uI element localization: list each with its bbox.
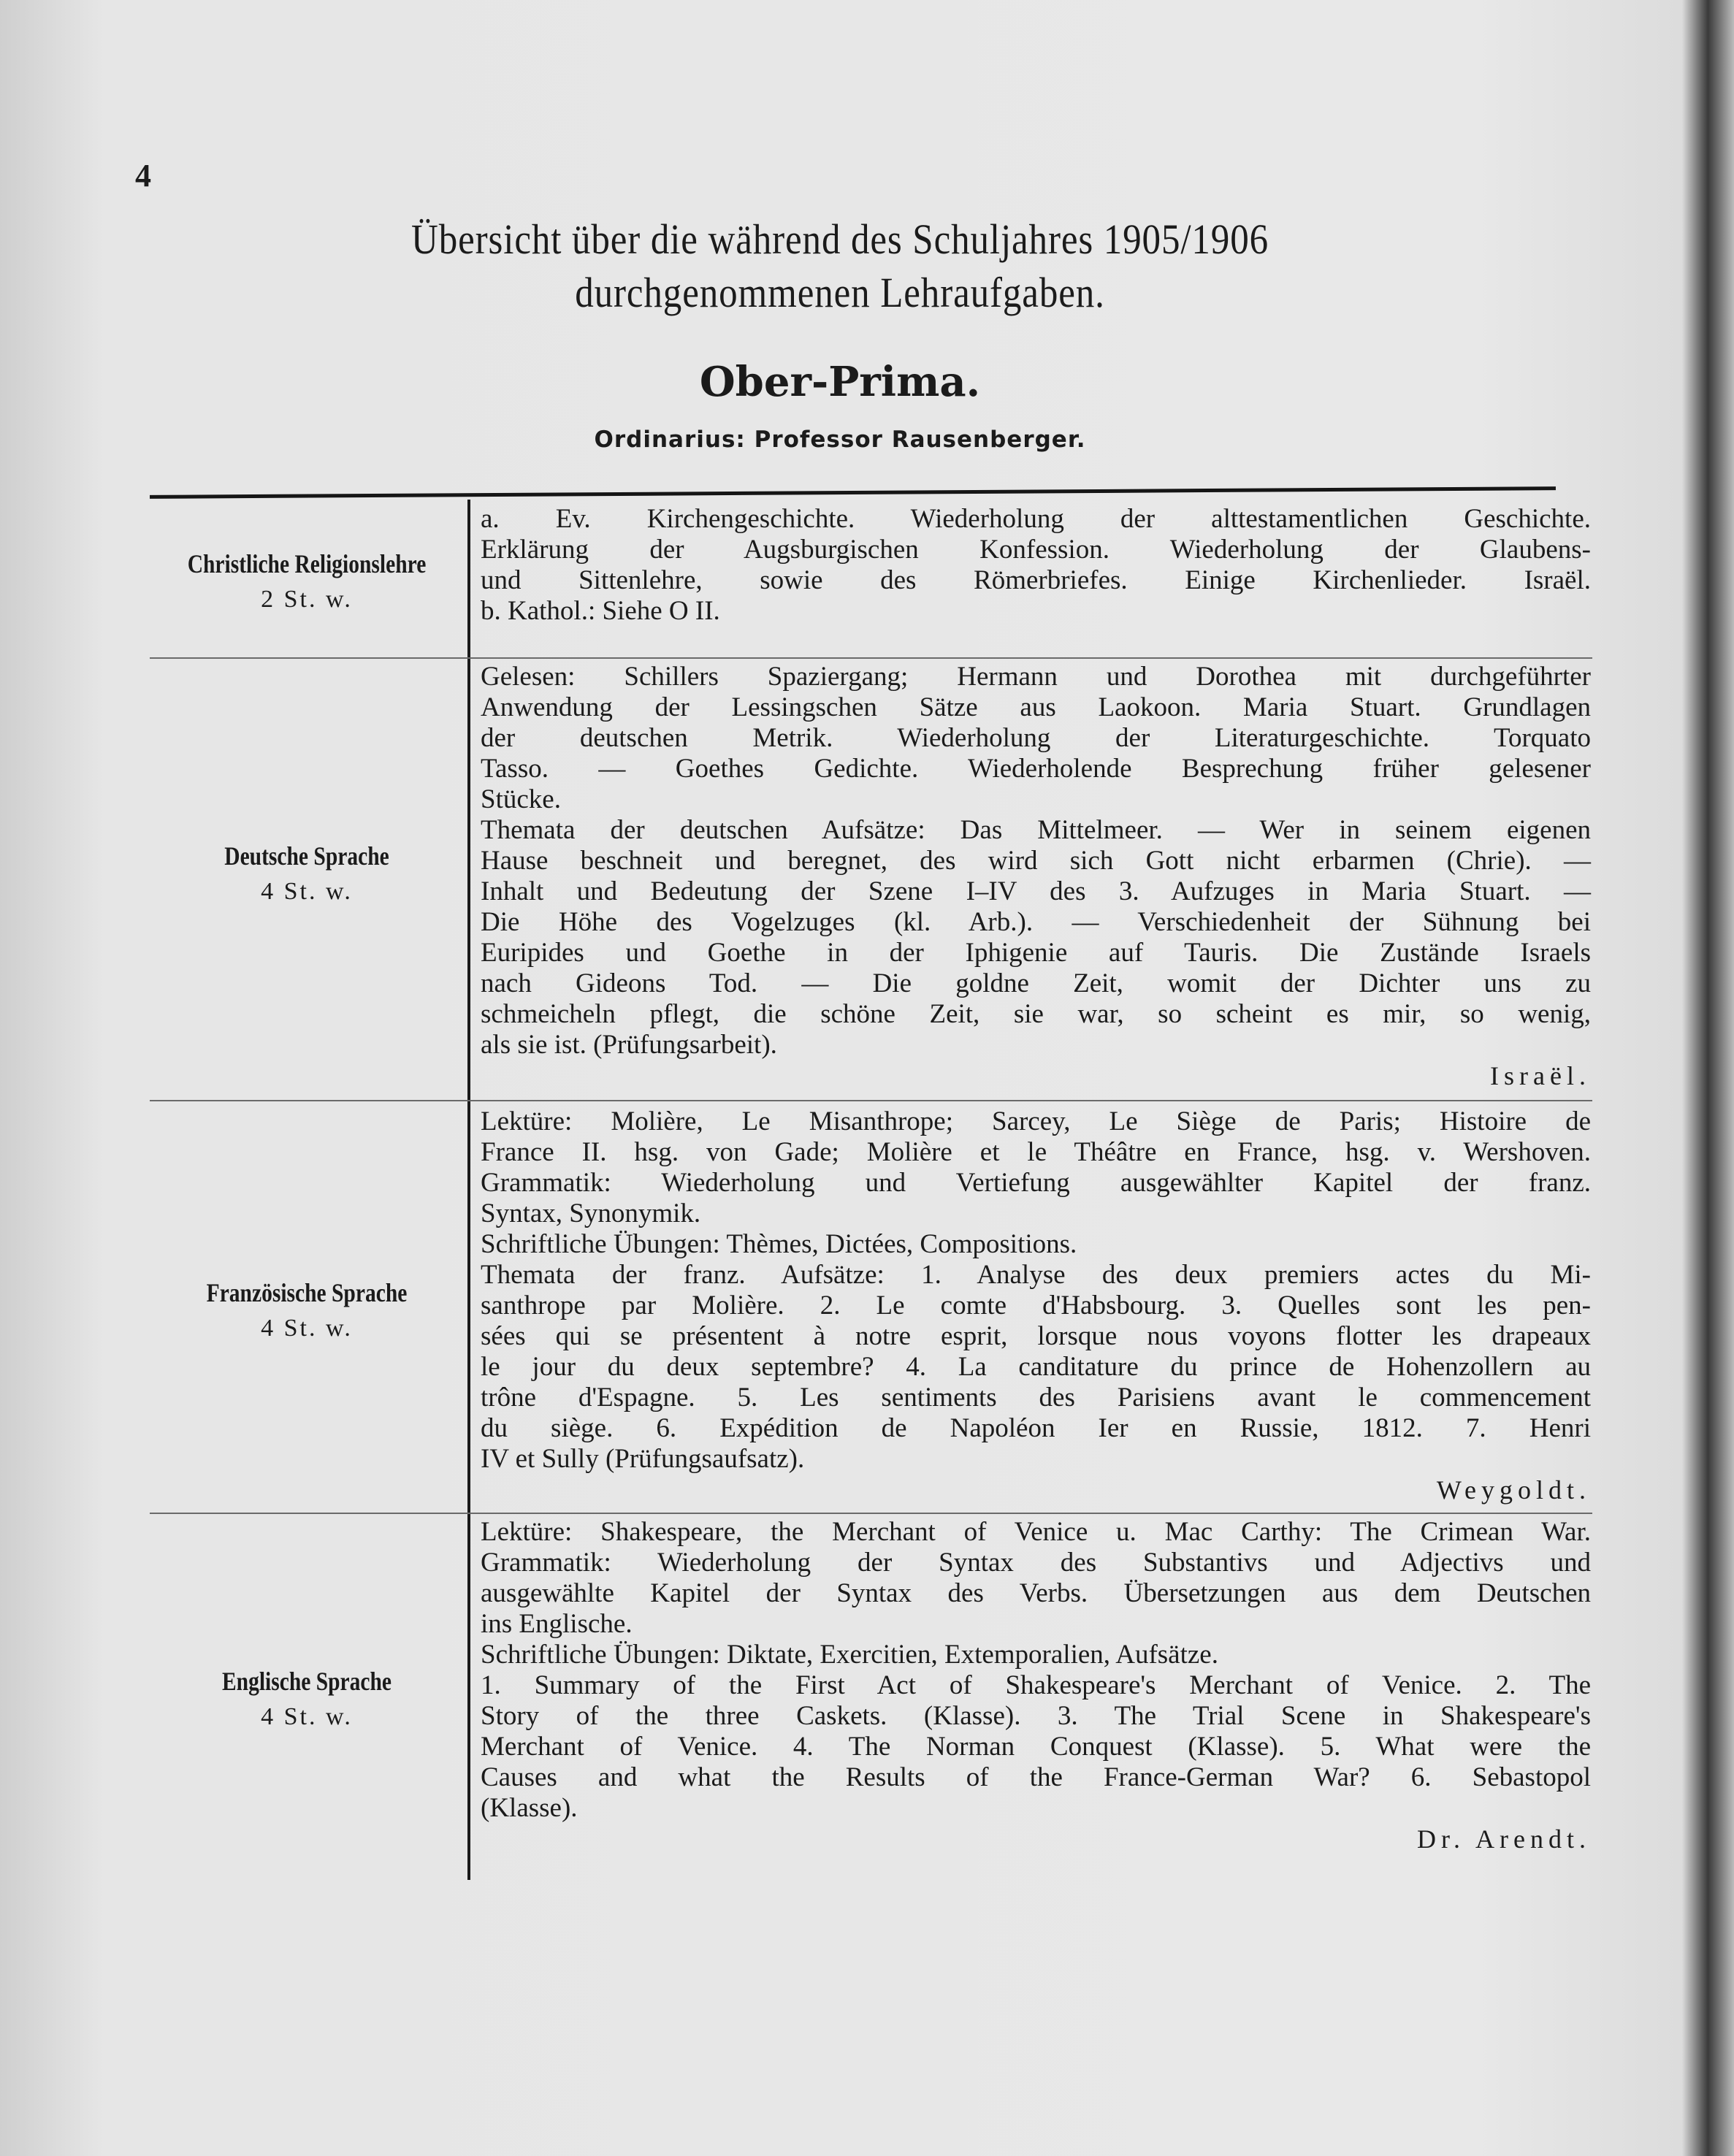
text-line: Erklärung der Augsburgischen Konfession. Wiederholung der Glaubens- (481, 535, 1591, 565)
row-separator (150, 657, 1592, 659)
text-line: Tasso. — Goethes Gedichte. Wiederholende Besprechung früher gelesener (481, 754, 1591, 784)
text-line: 1. Summary of the First Act of Shakespeare's Merchant of Venice. 2. The (481, 1670, 1591, 1700)
text-line: Merchant of Venice. 4. The Norman Conquest (Klasse). 5. What were the (481, 1732, 1591, 1762)
text-line: a. Ev. Kirchengeschichte. Wiederholung der alttestamentlichen Geschichte. (481, 504, 1591, 534)
text-line: Inhalt und Bedeutung der Szene I–IV des 3. Aufzuges in Maria Stuart. — (481, 876, 1591, 906)
text-line: Hause beschneit und beregnet, des wird sich Gott nicht erbarmen (Chrie). — (481, 846, 1591, 876)
text-line: ins Englische. (481, 1609, 633, 1639)
text-line: als sie ist. (Prüfungsarbeit). (481, 1030, 777, 1060)
weekly-hours: 4 St. w. (261, 878, 353, 905)
weekly-hours: 2 St. w. (261, 586, 353, 613)
text-line: Syntax, Synonymik. (481, 1199, 701, 1228)
text-line: trône d'Espagne. 5. Les sentiments des Parisiens avant le commencement (481, 1383, 1591, 1413)
syllabus-text (481, 662, 1591, 1091)
teacher-signature: Dr. Arendt. (1417, 1824, 1591, 1854)
text-line: Story of the three Caskets. (Klasse). 3. The Trial Scene in Shakespeare's (481, 1701, 1591, 1731)
syllabus-text (481, 504, 1591, 627)
text-line: schmeicheln pflegt, die schöne Zeit, sie war, so scheint es mir, so wenig, (481, 999, 1591, 1029)
weekly-hours: 4 St. w. (261, 1315, 353, 1342)
text-line: le jour du deux septembre? 4. La canditature du prince de Hohenzollern au (481, 1352, 1591, 1382)
text-line: Grammatik: Wiederholung und Vertiefung ausgewählter Kapitel der franz. (481, 1168, 1591, 1198)
page-title-line-2: durchgenommenen Lehraufgaben. (575, 269, 1105, 316)
text-line: nach Gideons Tod. — Die goldne Zeit, womit der Dichter uns zu (481, 968, 1591, 998)
syllabus-text (481, 1517, 1591, 1854)
ordinarius-line: Ordinarius: Professor Rausenberger. (594, 427, 1086, 453)
text-line: France II. hsg. von Gade; Molière et le Théâtre en France, hsg. v. Wershoven. (481, 1137, 1591, 1167)
row-separator (150, 1100, 1592, 1101)
class-heading: Ober-Prima. (699, 358, 981, 406)
text-line: Gelesen: Schillers Spaziergang; Hermann und Dorothea mit durchgeführter (481, 662, 1591, 692)
text-line: Grammatik: Wiederholung der Syntax des Substantivs und Adjectivs und (481, 1548, 1591, 1578)
text-line: Schriftliche Übungen: Thèmes, Dictées, Compositions. (481, 1229, 1077, 1259)
subject-label: Französische Sprache (206, 1278, 408, 1307)
text-line: Stücke. (481, 784, 561, 814)
text-line: Lektüre: Shakespeare, the Merchant of Venice u. Mac Carthy: The Crimean War. (481, 1517, 1591, 1547)
subject-label: Deutsche Sprache (224, 841, 389, 871)
text-line: du siège. 6. Expédition de Napoléon Ier en Russie, 1812. 7. Henri (481, 1413, 1591, 1443)
text-line: santhrope par Molière. 2. Le comte d'Habsbourg. 3. Quelles sont les pen- (481, 1291, 1591, 1320)
teacher-signature: Weygoldt. (1436, 1475, 1591, 1505)
teacher-signature: Israël. (1490, 1061, 1591, 1090)
table-top-rule (150, 486, 1556, 499)
text-line: b. Kathol.: Siehe O II. (481, 596, 720, 626)
text-line: (Klasse). (481, 1793, 578, 1823)
row-separator (150, 1513, 1592, 1514)
syllabus-text (481, 1106, 1591, 1505)
weekly-hours: 4 St. w. (261, 1703, 353, 1730)
text-line: Anwendung der Lessingschen Sätze aus Laokoon. Maria Stuart. Grundlagen (481, 692, 1591, 722)
text-line: IV et Sully (Prüfungsaufsatz). (481, 1444, 805, 1474)
text-line: Die Höhe des Vogelzuges (kl. Arb.). — Verschiedenheit der Sühnung bei (481, 907, 1591, 937)
subject-label: Englische Sprache (221, 1667, 392, 1696)
text-line: Causes and what the Results of the France-German War? 6. Sebastopol (481, 1762, 1591, 1792)
column-divider (467, 500, 470, 1880)
text-line: Themata der franz. Aufsätze: 1. Analyse des deux premiers actes du Mi- (481, 1260, 1591, 1290)
text-line: Euripides und Goethe in der Iphigenie auf Tauris. Die Zustände Israels (481, 938, 1591, 968)
subject-label: Christliche Religionslehre (187, 549, 427, 578)
text-line: Lektüre: Molière, Le Misanthrope; Sarcey, Le Siège de Paris; Histoire de (481, 1106, 1591, 1136)
page-number: 4 (135, 158, 151, 194)
text-line: ausgewählte Kapitel der Syntax des Verbs. Übersetzungen aus dem Deutschen (481, 1578, 1591, 1608)
text-line: Themata der deutschen Aufsätze: Das Mittelmeer. — Wer in seinem eigenen (481, 815, 1591, 845)
text-line: Schriftliche Übungen: Diktate, Exercitien, Extemporalien, Aufsätze. (481, 1640, 1218, 1670)
page-title-line-1: Übersicht über die während des Schuljahres 1905/1906 (410, 215, 1269, 263)
text-line: der deutschen Metrik. Wiederholung der Literaturgeschichte. Torquato (481, 723, 1591, 753)
text-line: und Sittenlehre, sowie des Römerbriefes. Einige Kirchenlieder. Israël. (481, 565, 1591, 595)
text-line: sées qui se présentent à notre esprit, lorsque nous voyons flotter les drapeaux (481, 1321, 1591, 1351)
